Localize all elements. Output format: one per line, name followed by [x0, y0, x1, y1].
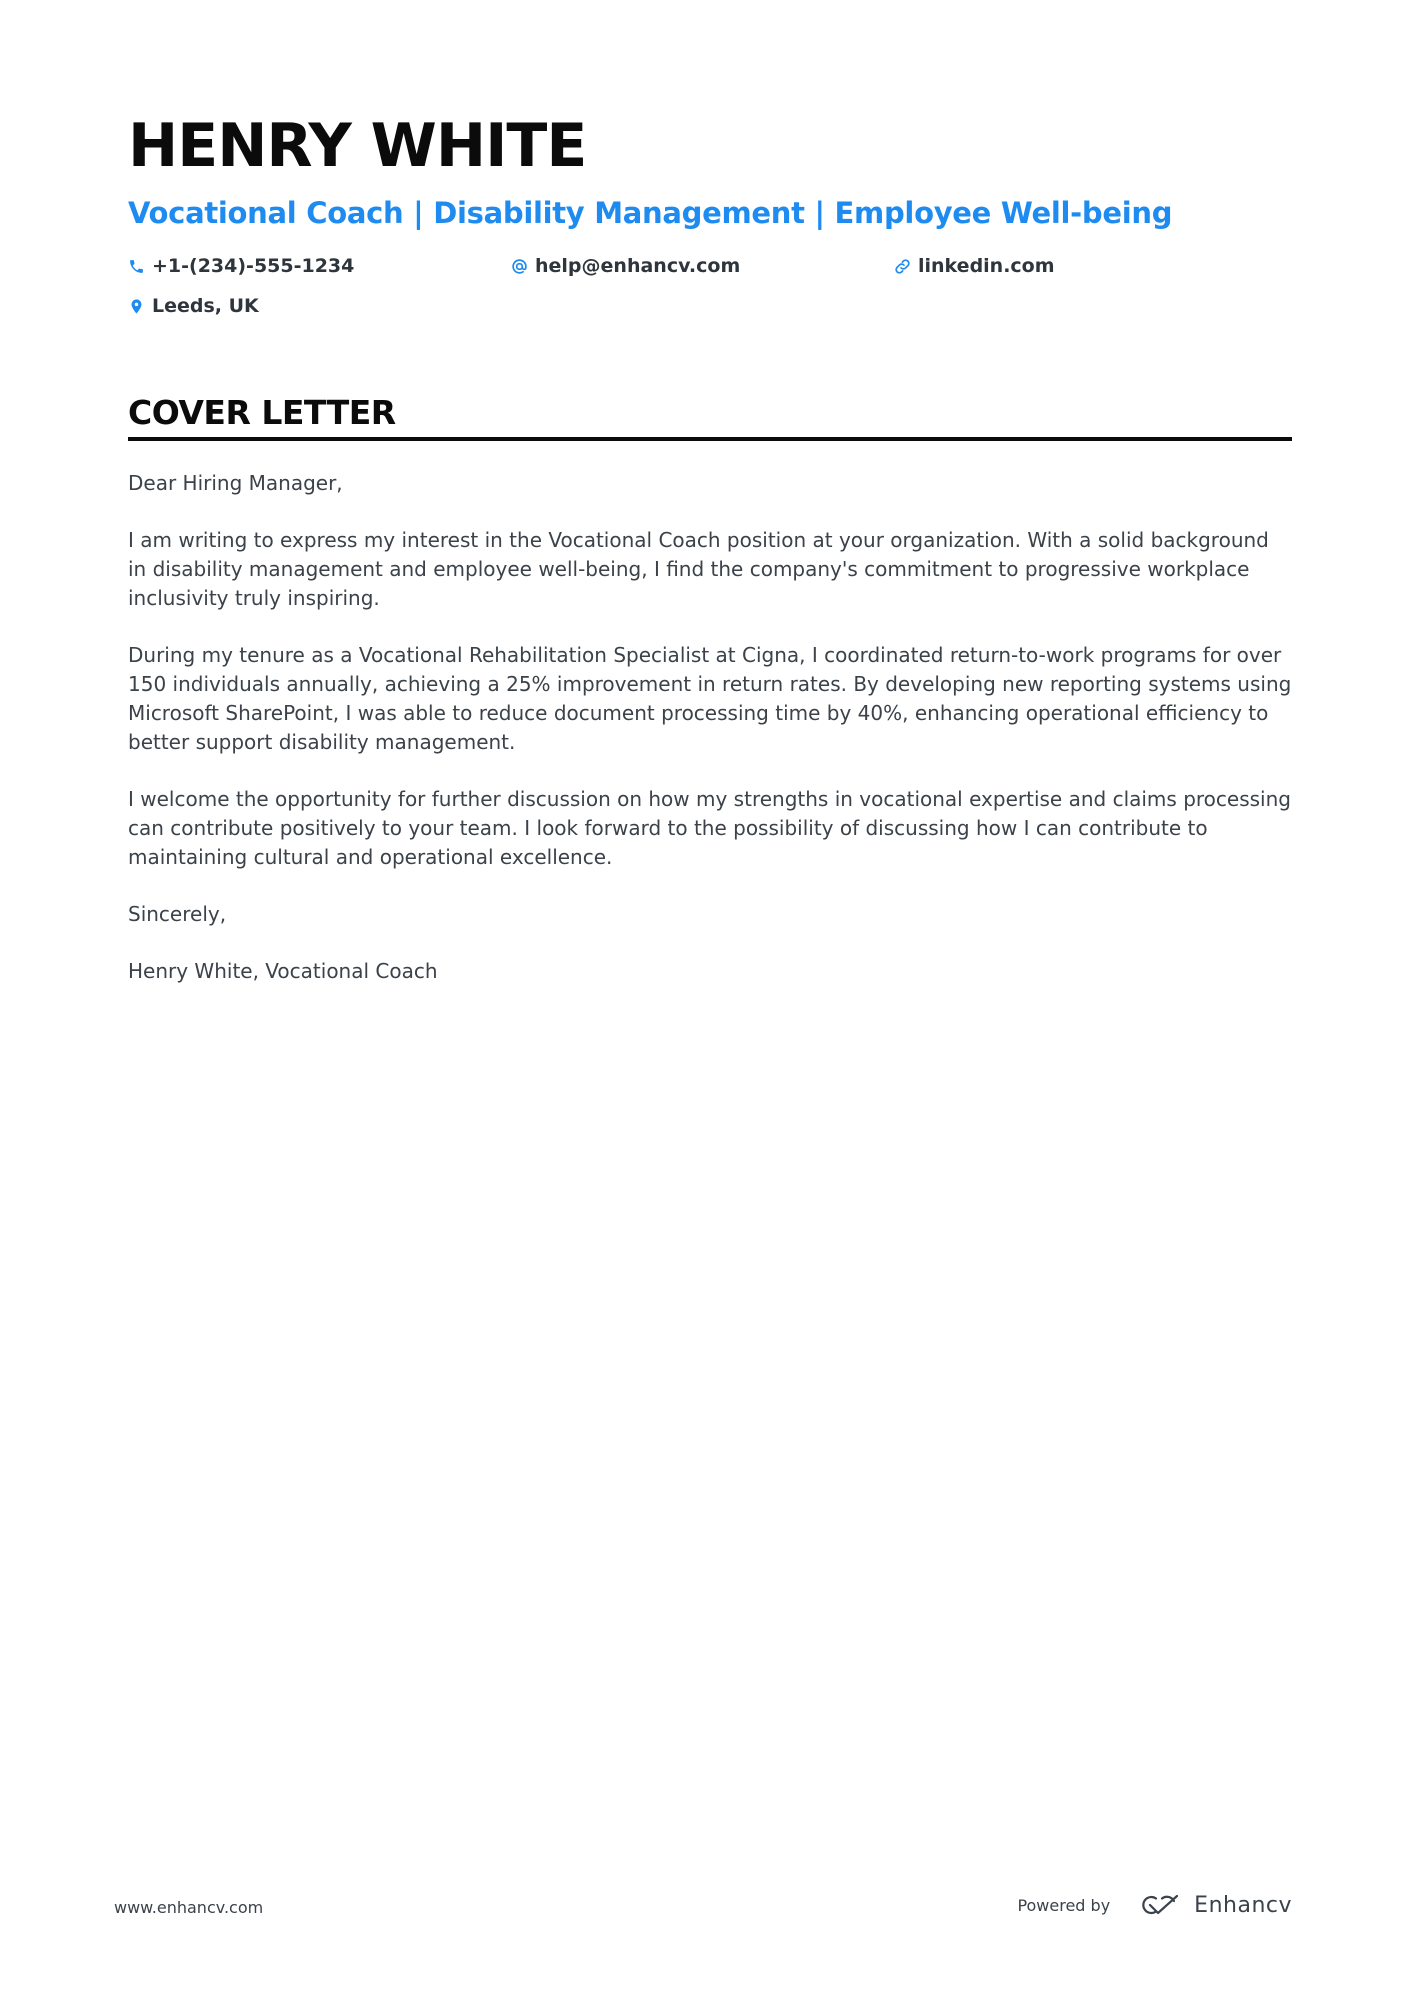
- link-icon: [894, 258, 911, 275]
- letter-body: [128, 469, 1292, 1014]
- phone-text: +1-(234)-555-1234: [152, 255, 355, 277]
- email-text: help@enhancv.com: [535, 255, 741, 277]
- location-text: Leeds, UK: [152, 295, 259, 317]
- section-title: COVER LETTER: [128, 393, 396, 432]
- contact-phone[interactable]: [128, 246, 511, 286]
- candidate-name: HENRY WHITE: [128, 111, 587, 181]
- linkedin-text: linkedin.com: [918, 255, 1055, 277]
- powered-by-label: Powered by: [1017, 1895, 1111, 1915]
- map-pin-icon: [128, 298, 145, 315]
- letter-greeting: Dear Hiring Manager,: [128, 471, 343, 495]
- enhancv-logo-icon: [1136, 1892, 1182, 1918]
- footer-brand[interactable]: [1017, 1888, 1292, 1922]
- candidate-headline: Vocational Coach | Disability Management | Employee Well-being: [128, 196, 1173, 230]
- phone-icon: [128, 258, 145, 275]
- footer-url[interactable]: www.enhancv.com: [114, 1898, 264, 1917]
- letter-paragraph: I welcome the opportunity for further discussion on how my strengths in vocational expertise and claims processing can contribute positively to your team. I look forward to the possibility of discussing how I can contribute to maintaining cultural and operational excellence.: [128, 787, 1291, 869]
- contact-linkedin[interactable]: [894, 246, 1277, 286]
- letter-signature: Henry White, Vocational Coach: [128, 959, 438, 983]
- contact-list: [128, 246, 1292, 326]
- header: [128, 108, 1292, 326]
- letter-paragraph: I am writing to express my interest in the Vocational Coach position at your organization. With a solid background in disability management and employee well-being, I find the company's commitment to progressive workplace inclusivity truly inspiring.: [128, 528, 1269, 610]
- section-divider: [128, 437, 1292, 441]
- at-icon: [511, 258, 528, 275]
- letter-closing: Sincerely,: [128, 902, 227, 926]
- contact-location: [128, 286, 511, 326]
- brand-name: Enhancv: [1194, 1892, 1292, 1918]
- contact-email[interactable]: [511, 246, 894, 286]
- letter-paragraph: During my tenure as a Vocational Rehabilitation Specialist at Cigna, I coordinated return-to-work programs for over 150 individuals annually, achieving a 25% improvement in return rates. By developing new reporting systems using Microsoft SharePoint, I was able to reduce document processing time by 40%, enhancing operational efficiency to better support disability management.: [128, 643, 1292, 754]
